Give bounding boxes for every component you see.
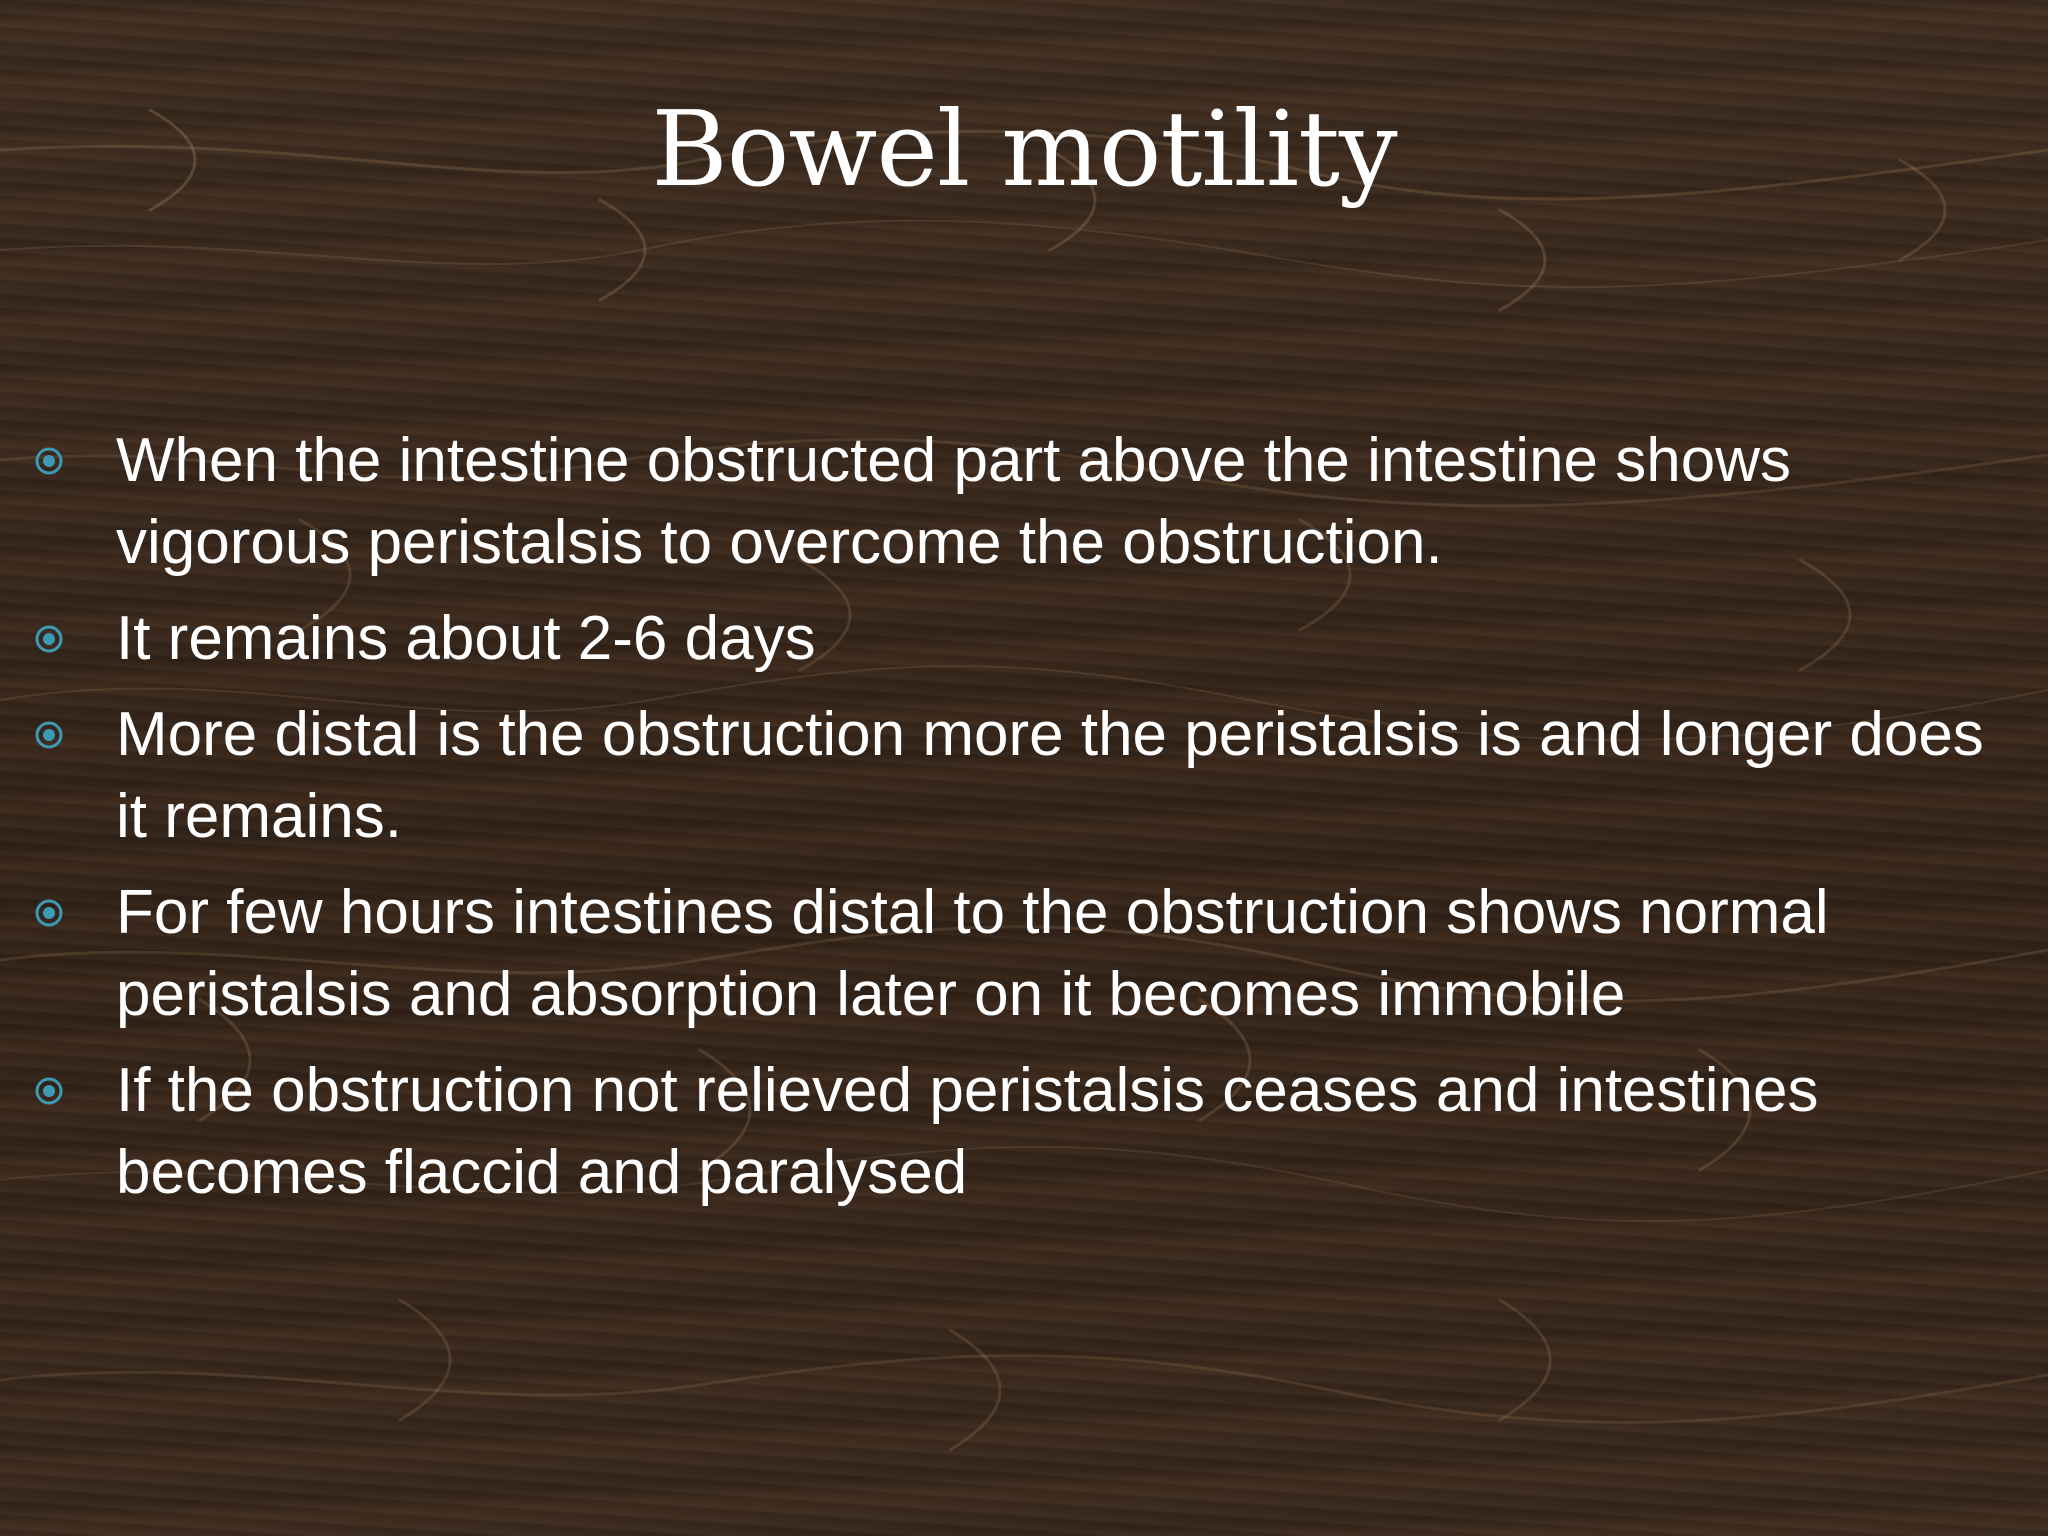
slide-title: Bowel motility — [651, 88, 1397, 210]
bullet-text: More distal is the obstruction more the peristalsis is and longer does it remains. — [116, 700, 1984, 851]
bullet-item — [30, 420, 2020, 584]
bullet-text: If the obstruction not relieved peristalsis ceases and intestines becomes flaccid and paralysed — [116, 1056, 1819, 1207]
target-circle-icon — [34, 720, 64, 750]
target-circle-icon — [34, 446, 64, 476]
bullet-item — [30, 1050, 2020, 1214]
target-circle-icon — [34, 898, 64, 928]
bullet-item — [30, 598, 2020, 680]
bullet-text: When the intestine obstructed part above the intestine shows vigorous peristalsis to overcome the obstruction. — [116, 426, 1791, 577]
target-circle-icon — [34, 1076, 64, 1106]
bullet-list — [30, 420, 2020, 1228]
bullet-text: It remains about 2-6 days — [116, 604, 816, 673]
bullet-text: For few hours intestines distal to the obstruction shows normal peristalsis and absorption later on it becomes immobile — [116, 878, 1829, 1029]
target-circle-icon — [34, 624, 64, 654]
bullet-item — [30, 694, 2020, 858]
bullet-item — [30, 872, 2020, 1036]
